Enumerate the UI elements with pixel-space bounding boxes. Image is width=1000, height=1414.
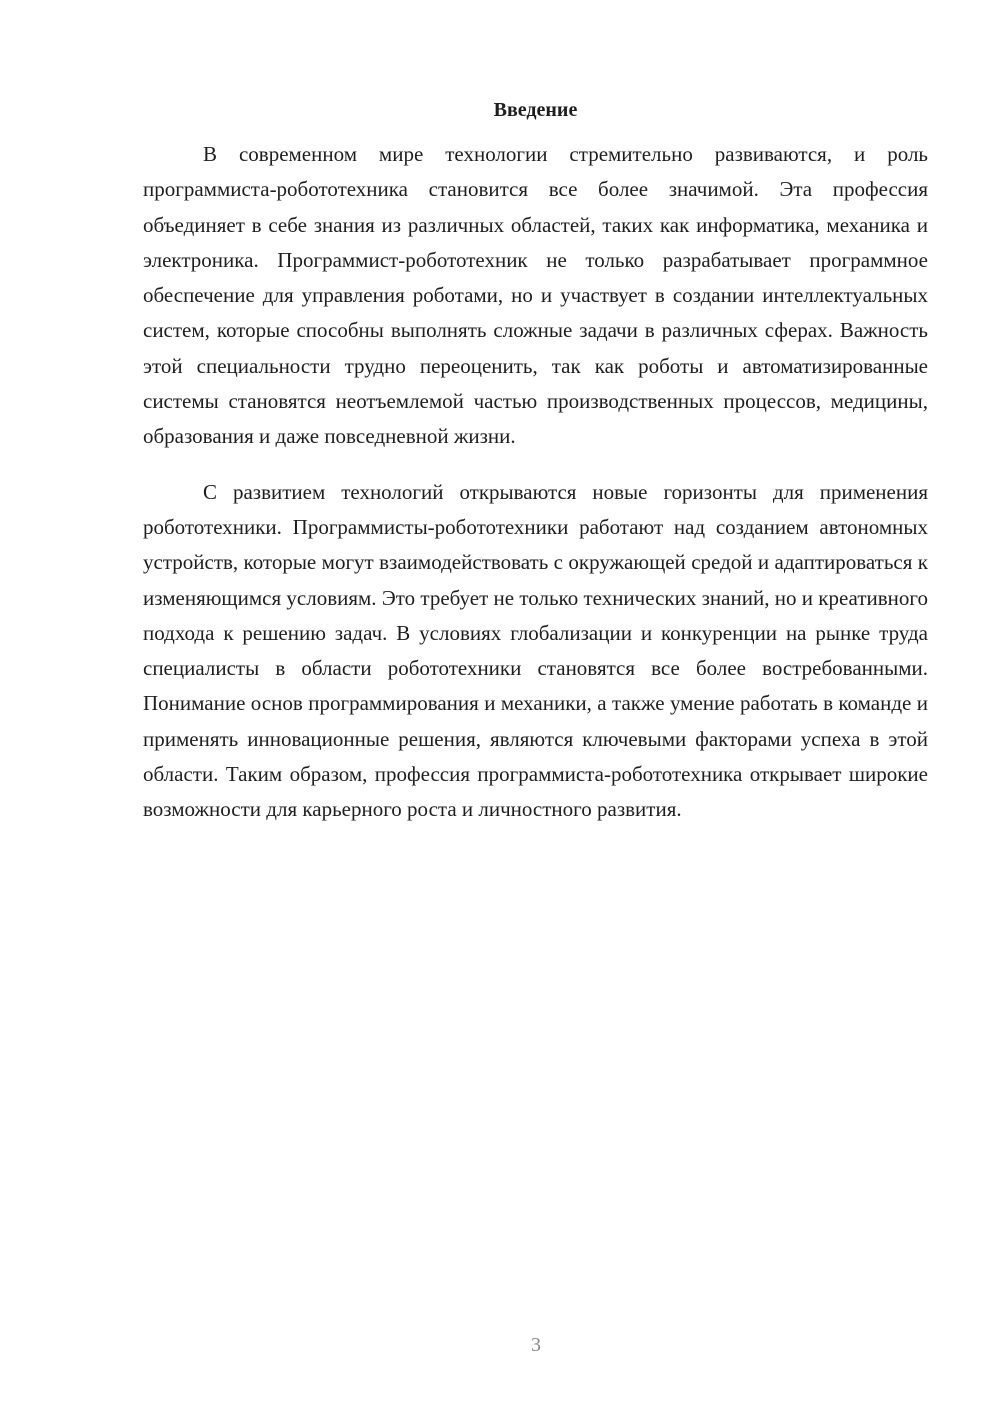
page-number: 3 bbox=[531, 1334, 541, 1356]
paragraph-2: С развитием технологий открываются новые горизонты для применения робототехники. Программисты-робототехники работают над созданием автономных устройств, которые могут взаимодействовать с окружающей средой и адаптироваться к изменяющимся условиям. Это требует не только технических знаний, но и креативного подхода к решению задач. В условиях глобализации и конкуренции на рынке труда специалисты в области робототехники становятся все более востребованными. Понимание основ программирования и механики, а также умение работать в команде и применять инновационные решения, являются ключевыми факторами успеха в этой области. Таким образом, профессия программиста-робототехника открывает широкие возможности для карьерного роста и личностного развития. bbox=[143, 479, 928, 822]
section-title: Введение bbox=[493, 99, 578, 121]
paragraph-1: В современном мире технологии стремительно развиваются, и роль программиста-робототехника становится все более значимой. Эта профессия объединяет в себе знания из различных областей, таких как информатика, механика и электроника. Программист-робототехник не только разрабатывает программное обеспечение для управления роботами, но и участвует в создании интеллектуальных систем, которые способны выполнять сложные задачи в различных сферах. Важность этой специальности трудно переоценить, так как роботы и автоматизированные системы становятся неотъемлемой частью производственных процессов, медицины, образования и даже повседневной жизни. bbox=[143, 142, 928, 449]
document-body bbox=[143, 95, 928, 828]
